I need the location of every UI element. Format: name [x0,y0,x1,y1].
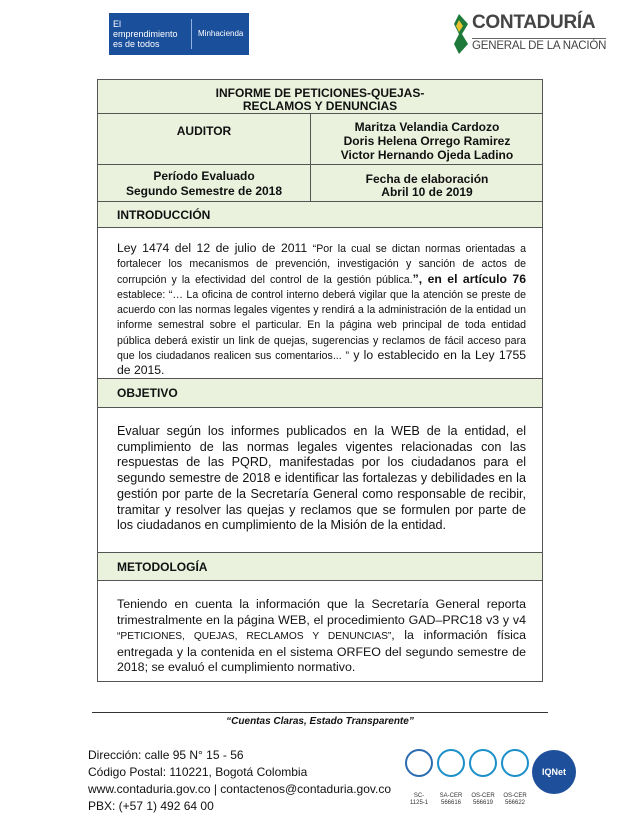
gov-logo-ministry: Minhacienda [198,29,244,38]
fecha-value: Abril 10 de 2019 [381,185,473,199]
footer-address: Dirección: calle 95 N° 15 - 56 [88,748,244,762]
metodo-text-a: Teniendo en cuenta la información que la Secretaría General reporta trimestralmente en la página WEB, el procedimiento GAD–PRC18 v3 y v4 [117,597,526,627]
cert-label: SC- 1125-1 [409,793,429,806]
contaduria-logo [448,12,607,57]
metodo-text-b: “PETICIONES, QUEJAS, RECLAMOS Y DENUNCIAS” [117,631,392,642]
periodo-label: Período Evaluado [153,169,255,183]
metodologia-paragraph [117,597,526,676]
report-table [97,79,543,682]
intro-text-a: Ley 1474 del 12 de julio de 2011 [117,241,313,255]
periodo-value: Segundo Semestre de 2018 [125,184,283,198]
intro-text-d: establece: “… La oficina de control interno deberá vigilar que la atención se preste de acuerdo con las normas legales vigentes y rendirá a la administración de la entidad un informe semestral sobre el particular. En la página web principal de toda entidad pública deberá existir un link de quejas, sugerencias y reclamos de fácil acceso para que los ciudadanos realicen sus comentarios... ” [117,288,526,363]
iso-certification-icon [501,749,529,777]
auditor-name: Victor Hernando Ojeda Ladino [340,148,514,162]
introduccion-paragraph [117,241,526,378]
report-title-line1: INFORME DE PETICIONES-QUEJAS- [215,86,425,100]
iqnet-label: IQNet [541,767,566,777]
auditor-label: AUDITOR [176,124,232,138]
metodo-text-c: , la información física entregada y la contenida en el sistema ORFEO del segundo semestre de 2018; se evaluó el cumplimiento normativo. [117,628,526,674]
cert-label: OS-CER 566619 [471,793,495,806]
footer-web: www.contaduria.gov.co | contactenos@contaduria.gov.co [88,782,392,796]
title-row [98,80,542,113]
iqnet-badge [532,750,576,794]
footer-postal: Código Postal: 110221, Bogotá Colombia [88,765,308,779]
contaduria-mark-icon [448,12,470,56]
cert-label: OS-CER 566622 [503,793,527,806]
iso-certification-icon [469,749,497,777]
auditor-name: Doris Helena Orrego Ramirez [343,134,511,148]
gov-logo [105,12,244,56]
report-title-line2: RECLAMOS Y DENUNCIAS [242,99,398,113]
gov-logo-line1: El emprendimiento [113,19,178,39]
iso-certification-icon [437,749,465,777]
contaduria-subtitle: GENERAL DE LA NACIÓN [472,40,607,52]
intro-text-b: “Por la cual se dictan normas orientadas a fortalecer los mecanismos de prevención, investigación y sanción de actos de corrupción y la efectividad del control de la gestión pública. [117,243,526,286]
objetivo-heading: OBJETIVO [117,386,178,400]
contaduria-title: CONTADURÍA [472,12,596,33]
footer-phone: PBX: (+57 1) 492 64 00 [88,799,214,813]
objetivo-paragraph: Evaluar según los informes publicados en la WEB de la entidad, el cumplimiento de las normas legales vigentes relacionadas con las respuestas de las PQRD, manifestadas por los ciudadanos para el segundo semestre de 2018 e identificar las fortalezas y debilidades en la gestión por parte de la Secretaría General como responsable de recibir, tramitar y resolver las quejas y reclamos que se formulen por parte de los ciudadanos en cumplimiento de la Misión de la entidad. [117,424,526,533]
iso-certification-icon [405,749,433,777]
intro-text-c: ”, en el artículo 76 [412,271,526,286]
introduccion-heading: INTRODUCCIÓN [117,208,211,222]
footer-divider [92,712,548,713]
fecha-label: Fecha de elaboración [365,172,489,186]
footer-motto: “Cuentas Claras, Estado Transparente” [226,716,414,727]
gov-logo-line2: es de todos [113,39,160,49]
metodologia-heading: METODOLOGÍA [117,560,208,574]
auditor-name: Maritza Velandia Cardozo [354,120,500,134]
intro-text-e: y lo establecido en la Ley 1755 de 2015. [117,348,527,378]
cert-label: SA-CER 566616 [439,793,463,806]
